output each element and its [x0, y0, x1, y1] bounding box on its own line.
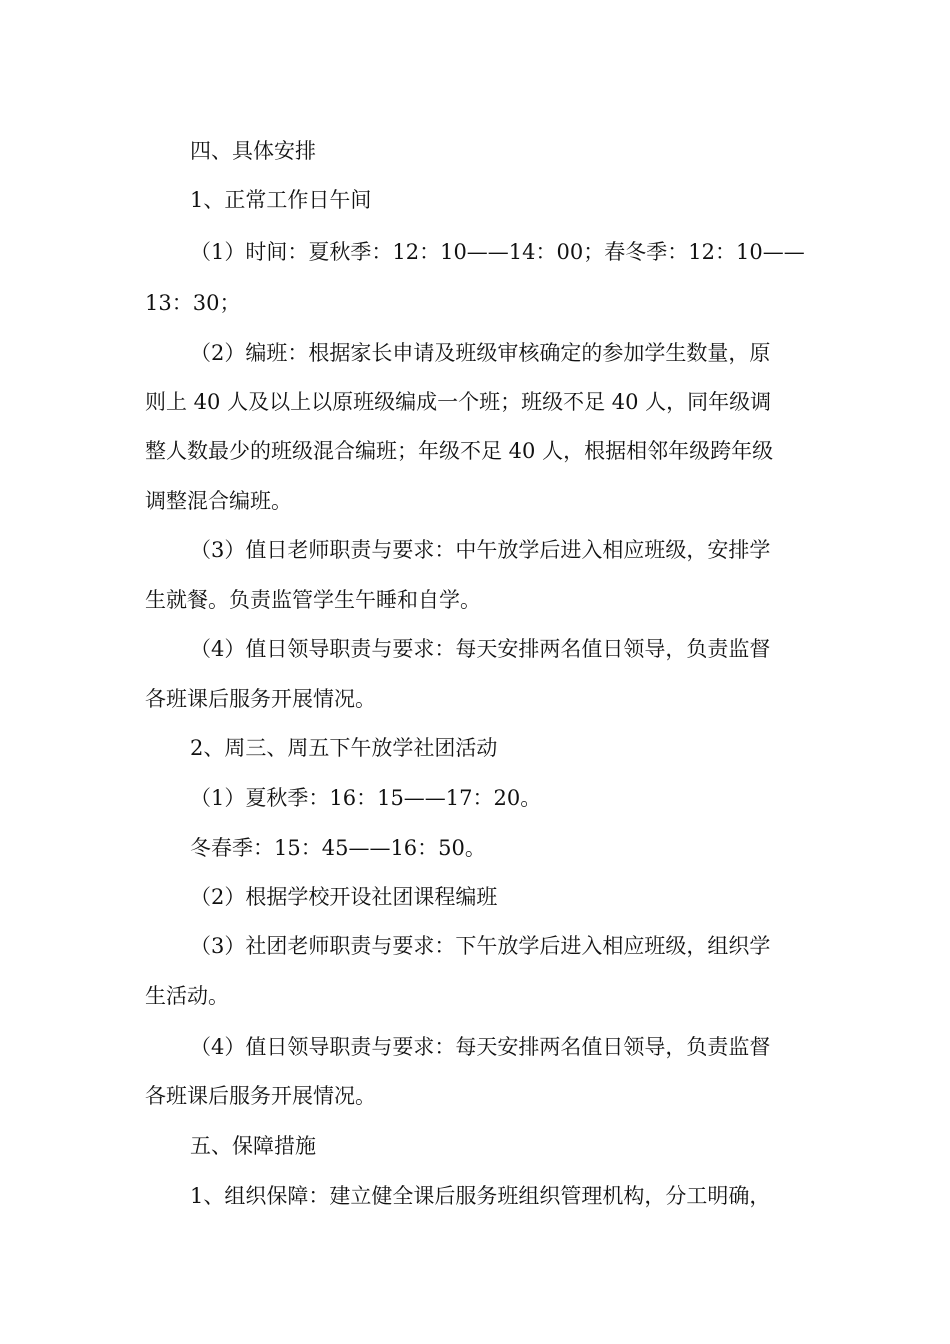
paragraph-line: 生就餐。负责监管学生午睡和自学。 — [145, 588, 481, 612]
paragraph-line: （3）值日老师职责与要求：中午放学后进入相应班级，安排学 — [190, 538, 771, 562]
paragraph-line: （3）社团老师职责与要求：下午放学后进入相应班级，组织学 — [190, 934, 771, 958]
paragraph-line: （2）根据学校开设社团课程编班 — [190, 885, 498, 909]
paragraph-line: 冬春季：15：45——16：50。 — [190, 836, 486, 860]
paragraph-line: 生活动。 — [145, 984, 229, 1008]
paragraph-line: 各班课后服务开展情况。 — [145, 1084, 376, 1108]
subsection-heading: 1、正常工作日午间 — [190, 188, 372, 212]
paragraph-line: （4）值日领导职责与要求：每天安排两名值日领导，负责监督 — [190, 637, 771, 661]
section-heading: 五、保障措施 — [190, 1134, 316, 1158]
paragraph-line: （1）夏秋季：16：15——17：20。 — [190, 786, 542, 810]
paragraph-line: 13：30； — [145, 291, 241, 315]
paragraph-line: 各班课后服务开展情况。 — [145, 687, 376, 711]
paragraph-line: 则上 40 人及以上以原班级编成一个班；班级不足 40 人，同年级调 — [145, 390, 772, 414]
subsection-heading: 2、周三、周五下午放学社团活动 — [190, 736, 498, 760]
paragraph-line: （1）时间：夏秋季：12：10——14：00；春冬季：12：10—— — [190, 240, 805, 264]
section-heading: 四、具体安排 — [190, 139, 316, 163]
paragraph-line: 调整混合编班。 — [145, 489, 292, 513]
paragraph-line: （2）编班：根据家长申请及班级审核确定的参加学生数量，原 — [190, 341, 771, 365]
paragraph-line: 整人数最少的班级混合编班；年级不足 40 人，根据相邻年级跨年级 — [145, 439, 774, 463]
paragraph-line: （4）值日领导职责与要求：每天安排两名值日领导，负责监督 — [190, 1035, 771, 1059]
paragraph-line: 1、组织保障：建立健全课后服务班组织管理机构，分工明确， — [190, 1184, 771, 1208]
